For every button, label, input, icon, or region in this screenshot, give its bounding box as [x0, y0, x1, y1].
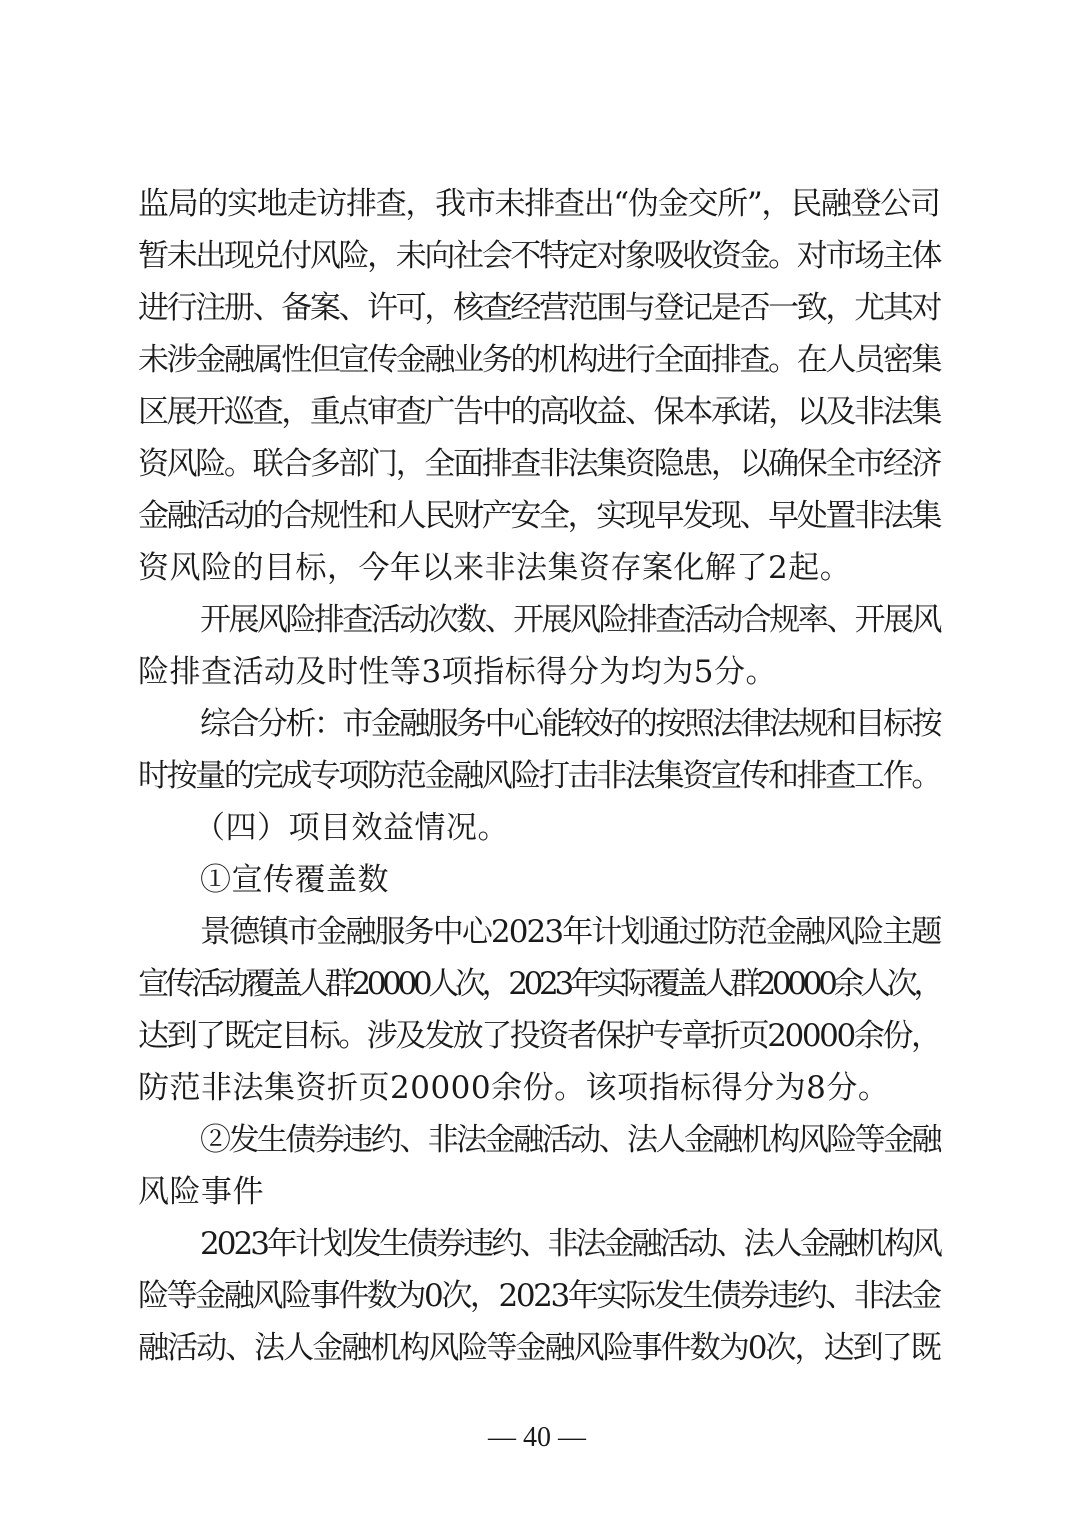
- text-line: 开展风险排查活动次数、开展风险排查活动合规率、开展风: [200, 602, 940, 638]
- text-line: 融活动、法人金融机构风险等金融风险事件数为0次，达到了既: [138, 1330, 940, 1366]
- text-line: 未涉金融属性但宣传金融业务的机构进行全面排查。在人员密集: [138, 342, 940, 378]
- text-line: 金融活动的合规性和人民财产安全，实现早发现、早处置非法集: [138, 498, 940, 534]
- text-line: 资风险的目标，今年以来非法集资存案化解了2起。: [138, 550, 852, 586]
- section-heading: （四）项目效益情况。: [194, 810, 509, 846]
- text-line: 进行注册、备案、许可，核查经营范围与登记是否一致，尤其对: [138, 290, 940, 326]
- text-line: 景德镇市金融服务中心2023年计划通过防范金融风险主题: [200, 914, 941, 950]
- text-line: 区展开巡查，重点审查广告中的高收益、保本承诺，以及非法集: [138, 394, 940, 430]
- page-number: — 40 —: [488, 1422, 586, 1453]
- subsection-heading: ①宣传覆盖数: [200, 862, 389, 898]
- text-line: 时按量的完成专项防范金融风险打击非法集资宣传和排查工作。: [138, 758, 940, 794]
- text-line: 达到了既定目标。涉及发放了投资者保护专章折页20000余份，: [138, 1018, 940, 1054]
- text-line: 险等金融风险事件数为0次，2023年实际发生债券违约、非法金: [138, 1278, 940, 1314]
- subsection-heading: 风险事件: [138, 1174, 264, 1210]
- text-line: 险排查活动及时性等3项指标得分为均为5分。: [138, 654, 777, 690]
- text-line: 监局的实地走访排查，我市未排查出“伪金交所”，民融登公司: [138, 186, 940, 222]
- text-line: 资风险。联合多部门，全面排查非法集资隐患，以确保全市经济: [138, 446, 940, 482]
- text-line: 2023年计划发生债券违约、非法金融活动、法人金融机构风: [200, 1226, 940, 1262]
- text-line: 暂未出现兑付风险，未向社会不特定对象吸收资金。对市场主体: [138, 238, 940, 274]
- text-line: 防范非法集资折页20000余份。该项指标得分为8分。: [138, 1070, 890, 1106]
- text-line: 宣传活动覆盖人群20000人次，2023年实际覆盖人群20000余人次，: [138, 966, 941, 1002]
- text-line: 综合分析：市金融服务中心能较好的按照法律法规和目标按: [200, 706, 940, 742]
- subsection-heading: ②发生债券违约、非法金融活动、法人金融机构风险等金融: [200, 1122, 940, 1158]
